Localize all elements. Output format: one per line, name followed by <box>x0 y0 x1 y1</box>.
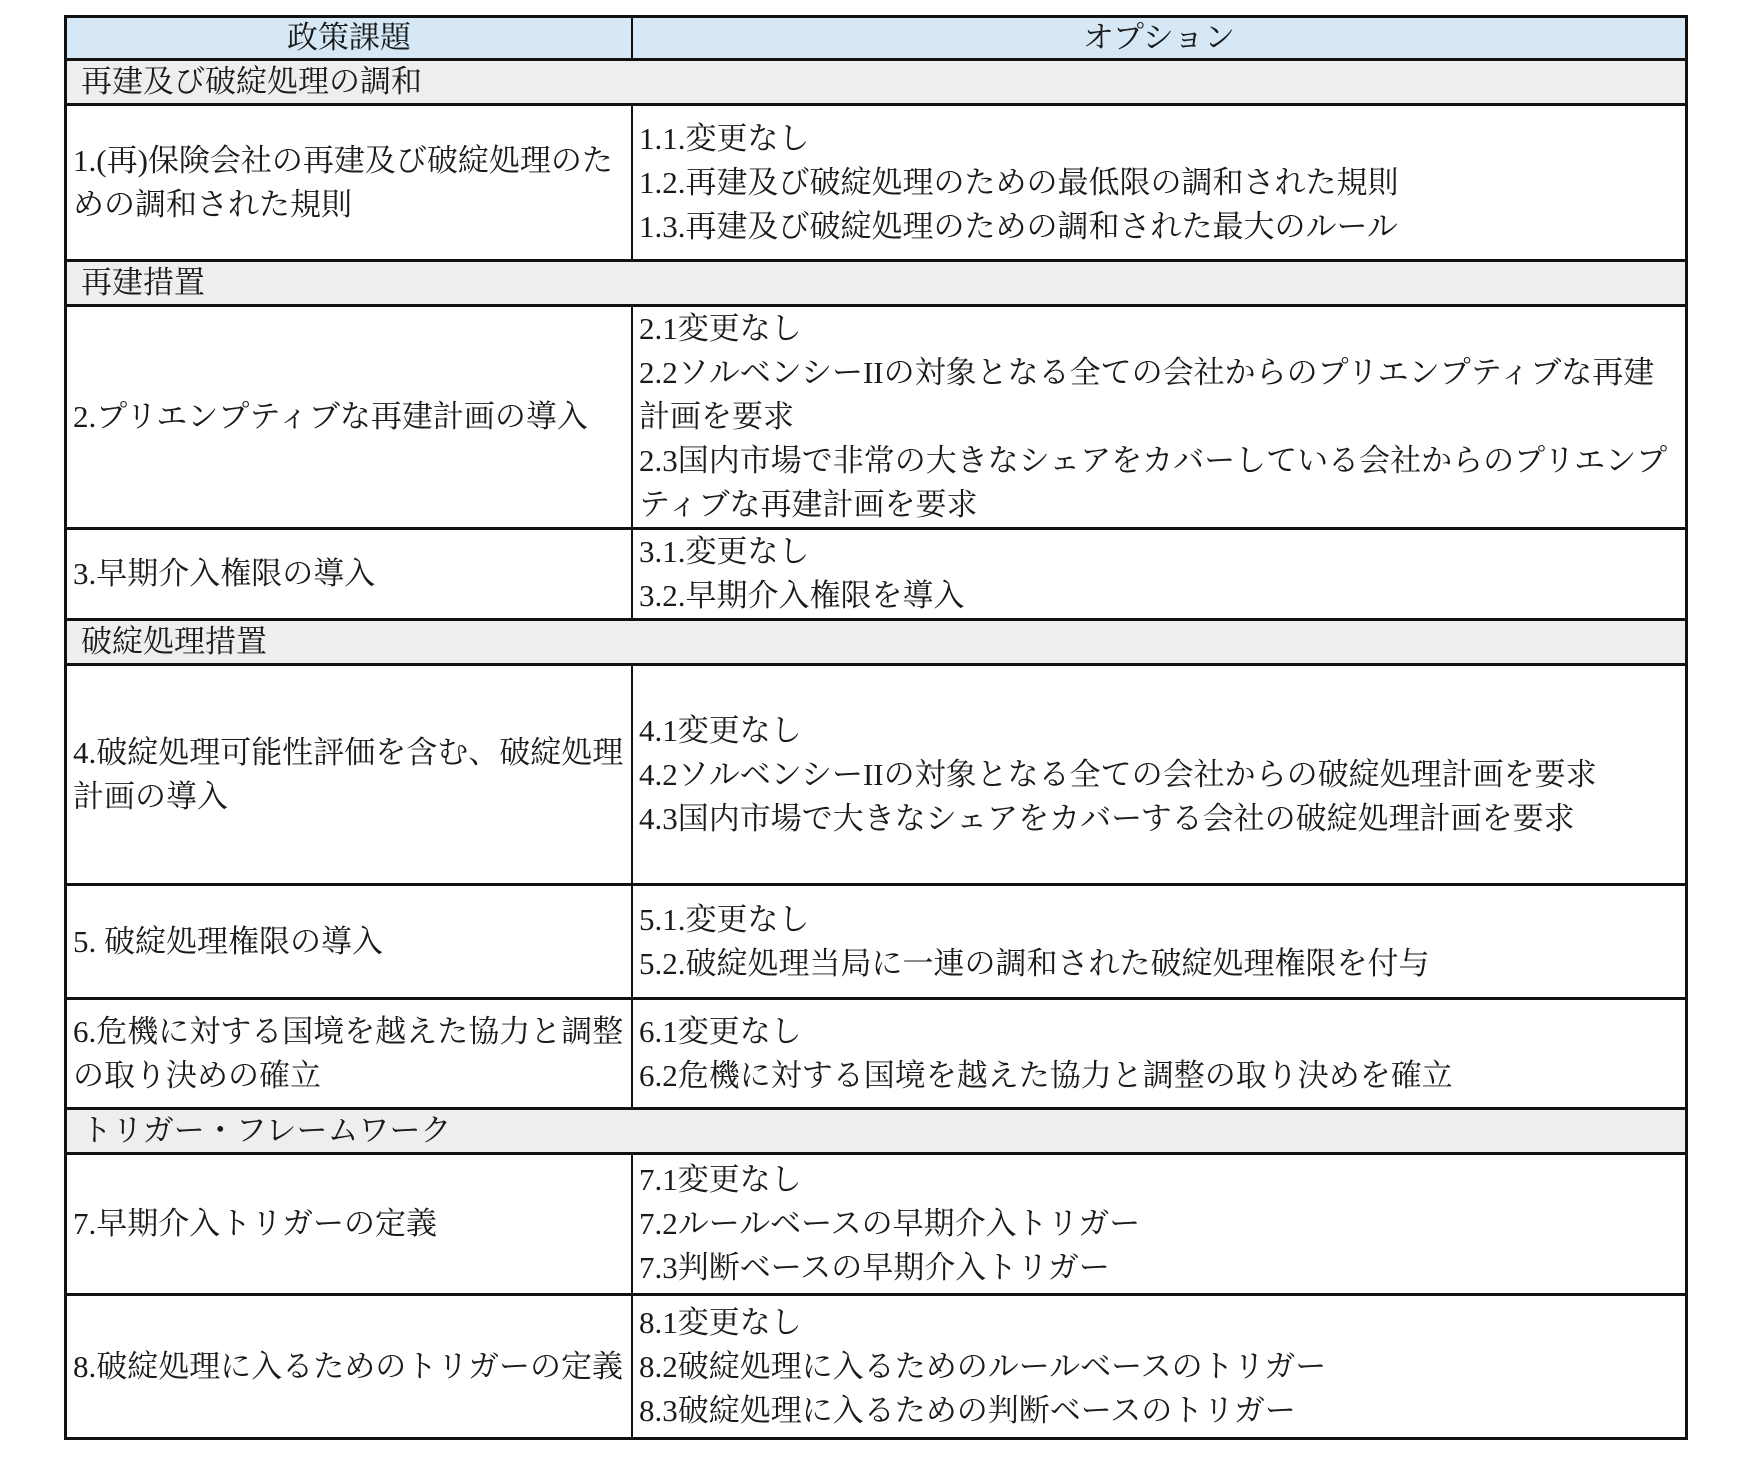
policy-options-table <box>64 15 1688 1440</box>
policy-issue-cell: 3.早期介入権限の導入 <box>66 529 633 620</box>
section-title: 破綻処理措置 <box>66 620 1687 665</box>
options-cell <box>632 529 1687 620</box>
table-row <box>66 665 1687 885</box>
section-header-row <box>66 261 1687 306</box>
option-item: 6.1変更なし <box>639 1013 802 1049</box>
option-item: 5.1.変更なし <box>639 901 810 937</box>
section-title: トリガー・フレームワーク <box>66 1109 1687 1154</box>
option-item: 8.2破綻処理に入るためのルールベースのトリガー <box>639 1348 1327 1384</box>
table-header-row <box>66 17 1687 60</box>
policy-issue-cell: 1.(再)保険会社の再建及び破綻処理のための調和された規則 <box>66 105 633 261</box>
options-cell <box>632 665 1687 885</box>
policy-issue-cell: 6.危機に対する国境を越えた協力と調整の取り決めの確立 <box>66 999 633 1109</box>
policy-issue-cell: 7.早期介入トリガーの定義 <box>66 1154 633 1295</box>
table-row <box>66 105 1687 261</box>
policy-issue-cell: 5. 破綻処理権限の導入 <box>66 885 633 999</box>
policy-issue-cell: 2.プリエンプティブな再建計画の導入 <box>66 306 633 529</box>
options-cell <box>632 999 1687 1109</box>
option-item: 1.2.再建及び破綻処理のための最低限の調和された規則 <box>639 164 1399 200</box>
option-item: 2.2ソルベンシーIIの対象となる全ての会社からのプリエンプティブな再建計画を要求 <box>639 355 1655 434</box>
option-item: 4.1変更なし <box>639 712 802 748</box>
options-cell <box>632 306 1687 529</box>
header-policy-issue: 政策課題 <box>66 17 633 60</box>
options-cell <box>632 105 1687 261</box>
section-title: 再建及び破綻処理の調和 <box>66 60 1687 105</box>
option-item: 2.1変更なし <box>639 311 802 346</box>
table-row <box>66 1295 1687 1439</box>
options-cell <box>632 885 1687 999</box>
policy-issue-cell: 8.破綻処理に入るためのトリガーの定義 <box>66 1295 633 1439</box>
table-row <box>66 1154 1687 1295</box>
option-item: 8.1変更なし <box>639 1304 802 1340</box>
option-item: 4.3国内市場で大きなシェアをカバーする会社の破綻処理計画を要求 <box>639 800 1575 836</box>
section-header-row <box>66 1109 1687 1154</box>
table-row <box>66 885 1687 999</box>
header-options: オプション <box>632 17 1687 60</box>
options-cell <box>632 1295 1687 1439</box>
table-row <box>66 529 1687 620</box>
option-item: 7.3判断ベースの早期介入トリガー <box>639 1250 1110 1285</box>
option-item: 7.2ルールベースの早期介入トリガー <box>639 1206 1141 1241</box>
option-item: 7.1変更なし <box>639 1162 802 1197</box>
option-item: 1.1.変更なし <box>639 120 810 156</box>
table-row <box>66 999 1687 1109</box>
option-item: 3.1.変更なし <box>639 534 810 569</box>
option-item: 5.2.破綻処理当局に一連の調和された破綻処理権限を付与 <box>639 945 1430 981</box>
option-item: 8.3破綻処理に入るための判断ベースのトリガー <box>639 1392 1296 1428</box>
option-item: 4.2ソルベンシーIIの対象となる全ての会社からの破綻処理計画を要求 <box>639 756 1597 792</box>
options-cell <box>632 1154 1687 1295</box>
policy-issue-cell: 4.破綻処理可能性評価を含む、破綻処理計画の導入 <box>66 665 633 885</box>
option-item: 1.3.再建及び破綻処理のための調和された最大のルール <box>639 208 1398 244</box>
option-item: 2.3国内市場で非常の大きなシェアをカバーしている会社からのプリエンプティブな再建計画を要求 <box>639 443 1668 522</box>
option-item: 3.2.早期介入権限を導入 <box>639 578 965 613</box>
section-header-row <box>66 620 1687 665</box>
option-item: 6.2危機に対する国境を越えた協力と調整の取り決めを確立 <box>639 1057 1453 1093</box>
section-header-row <box>66 60 1687 105</box>
table-row <box>66 306 1687 529</box>
section-title: 再建措置 <box>66 261 1687 306</box>
